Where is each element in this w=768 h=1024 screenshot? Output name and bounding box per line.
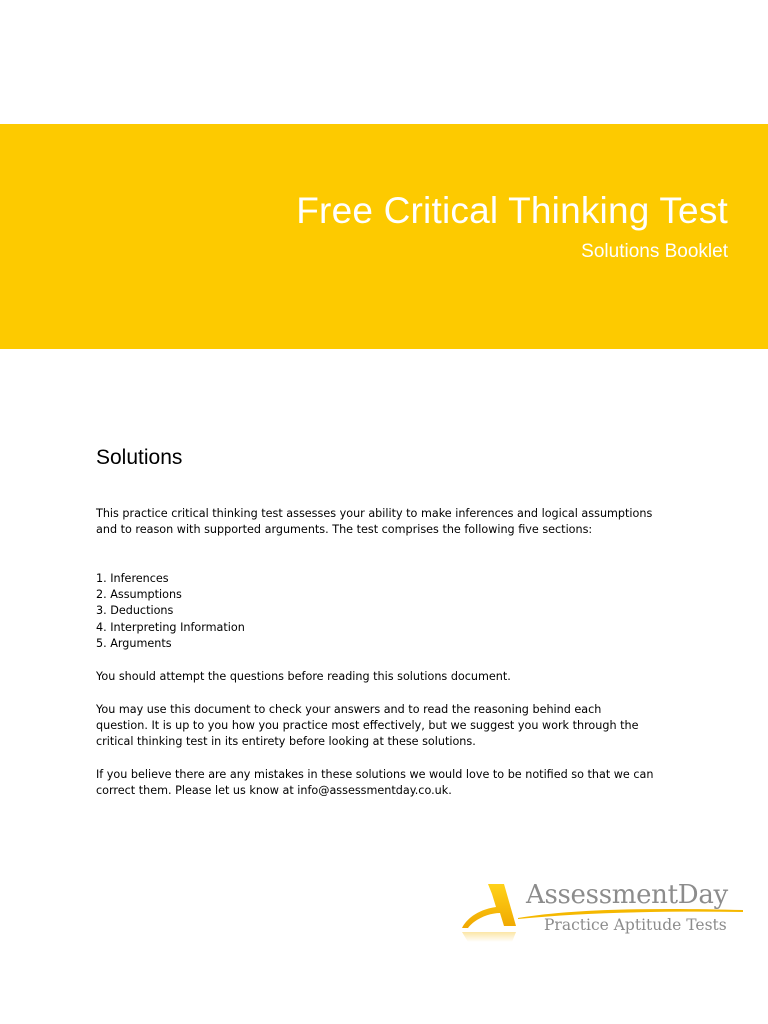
solutions-heading: Solutions <box>96 446 183 469</box>
intro-paragraph: This practice critical thinking test assesses your ability to make inferences and logical assumptions and to reason with supported arguments. The test comprises the following five sections: <box>96 507 653 537</box>
assessmentday-a-logo-icon <box>456 880 526 950</box>
title-banner <box>0 124 768 349</box>
sections-list <box>96 571 656 652</box>
list-item: 2. Assumptions <box>96 588 182 602</box>
list-item: 5. Arguments <box>96 636 172 650</box>
logo-tagline: Practice Aptitude Tests <box>544 916 727 934</box>
attempt-note: You should attempt the questions before reading this solutions document. <box>96 670 511 683</box>
logo-name: AssessmentDay <box>526 880 728 910</box>
list-item: 4. Interpreting Information <box>96 620 245 634</box>
list-item: 1. Inferences <box>96 572 169 585</box>
mistakes-note: If you believe there are any mistakes in these solutions we would love to be notified so that we can correct them. Please let us know at info@assessmentday.co.uk. <box>96 768 654 798</box>
assessmentday-logo <box>456 880 746 950</box>
document-subtitle: Solutions Booklet <box>581 241 728 262</box>
document-title: Free Critical Thinking Test <box>296 190 728 231</box>
list-item: 3. Deductions <box>96 604 174 618</box>
usage-note: You may use this document to check your answers and to read the reasoning behind each question. It is up to you how you practice most effectively, but we suggest you work through the critical thinking test in its entirety before looking at these solutions. <box>96 703 639 749</box>
